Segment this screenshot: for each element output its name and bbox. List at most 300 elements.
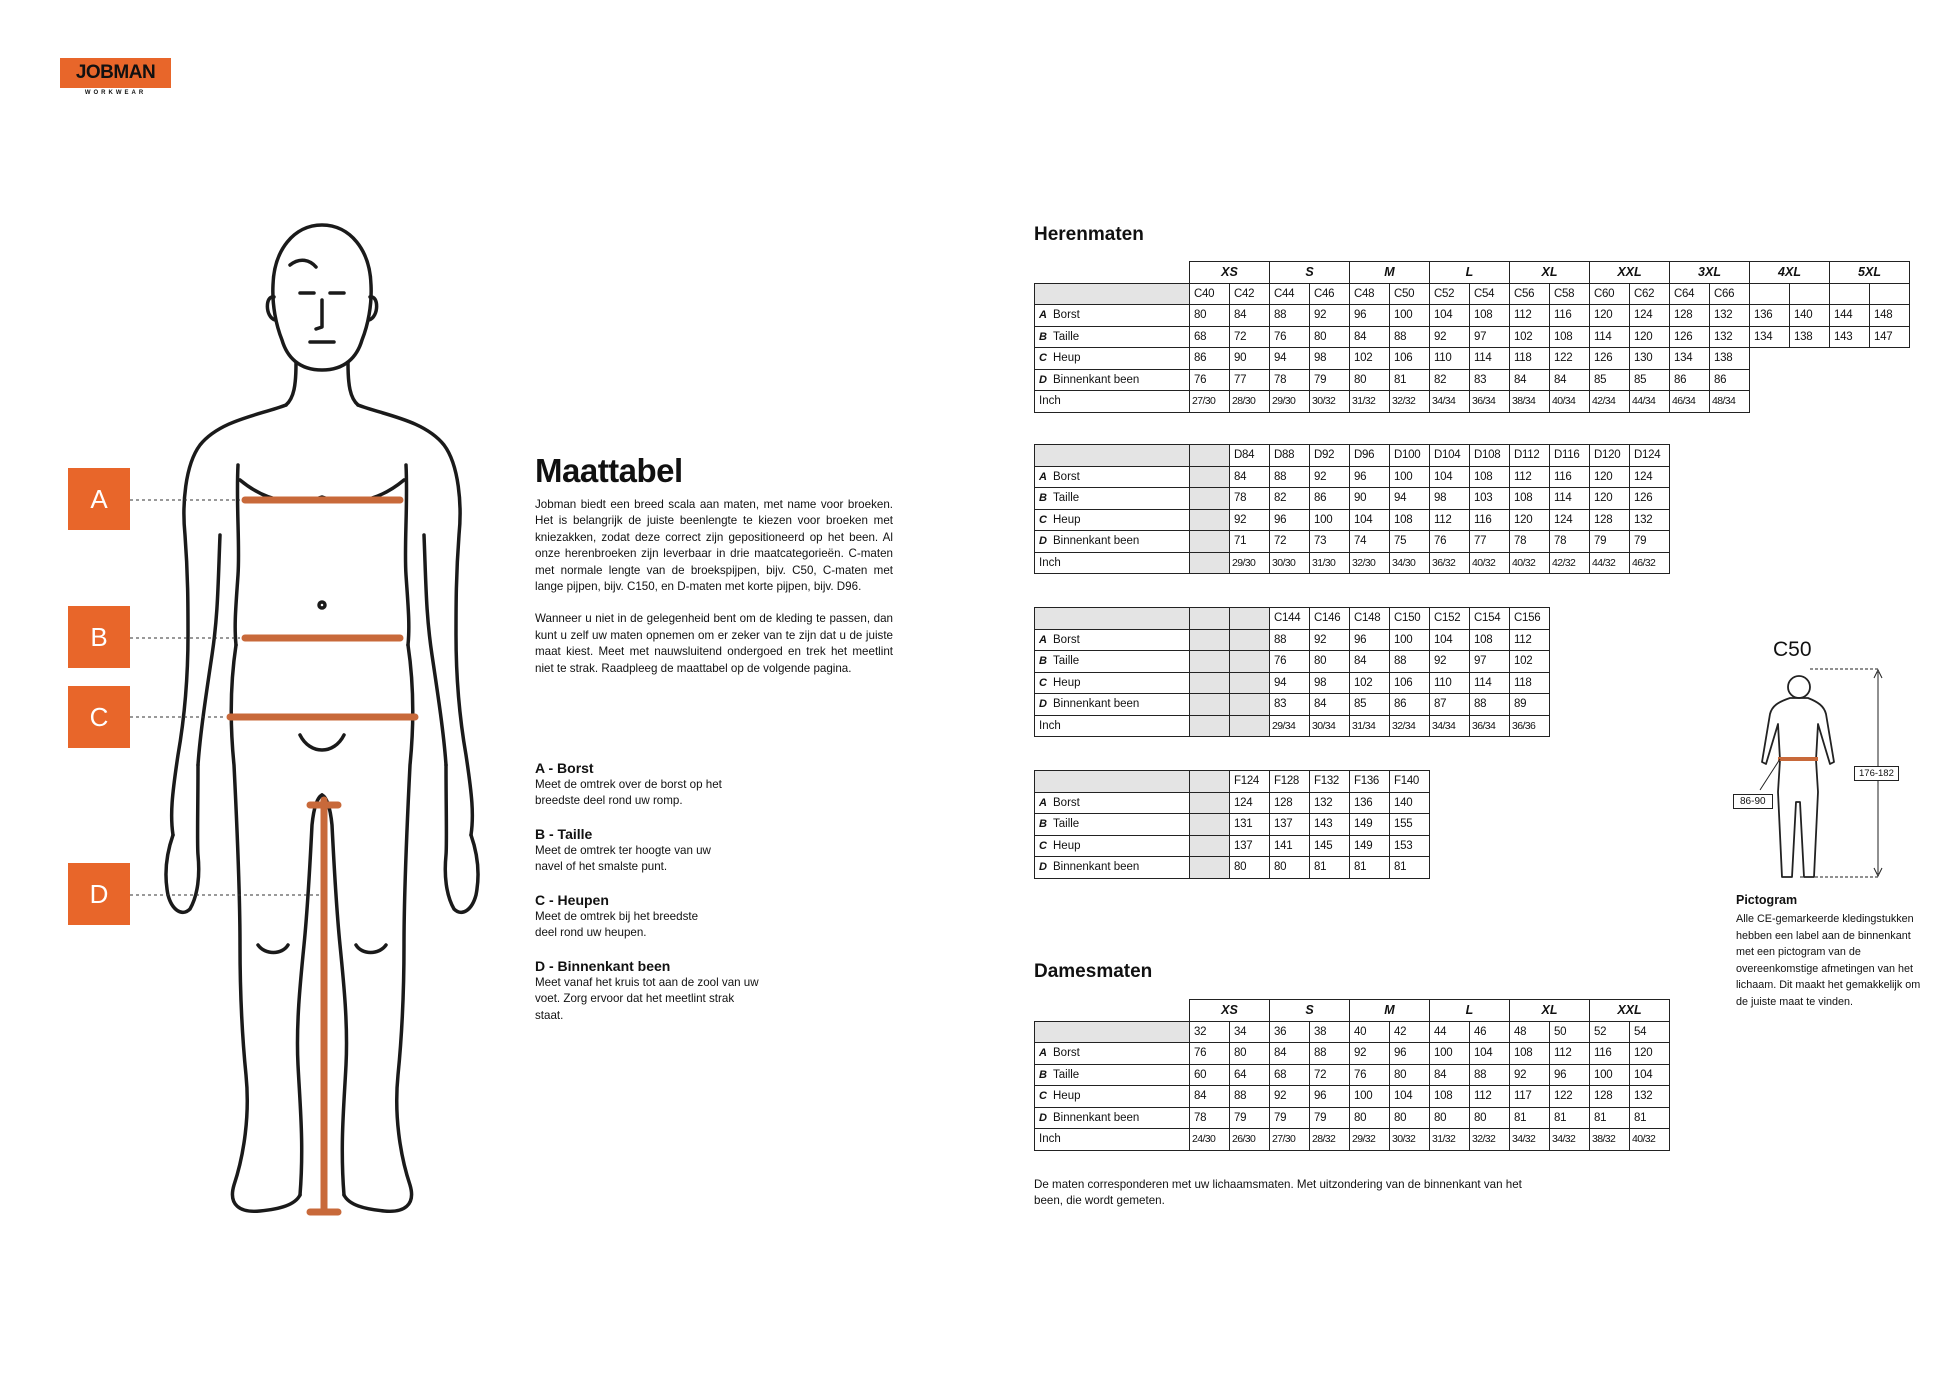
table-cell: 132	[1630, 509, 1670, 531]
table-cell-empty	[1190, 608, 1230, 630]
damesmaten-table	[1034, 999, 1670, 1151]
row-inch	[1035, 715, 1550, 737]
table-cell: 34/30	[1390, 552, 1430, 574]
row-letter: D	[1039, 698, 1047, 711]
table-cell: 116	[1590, 1043, 1630, 1065]
table-cell: 68	[1270, 1064, 1310, 1086]
table-cell-empty	[1190, 694, 1230, 716]
table-cell: F124	[1230, 771, 1270, 793]
table-cell: 79	[1310, 369, 1350, 391]
table-cell: 46/32	[1630, 552, 1670, 574]
table-cell: 82	[1270, 488, 1310, 510]
table-cell: 54	[1630, 1021, 1670, 1043]
label-a: A	[68, 468, 130, 530]
table-cell: 84	[1430, 1064, 1470, 1086]
label-b: B	[68, 606, 130, 668]
table-cell: 108	[1550, 326, 1590, 348]
row-letter: B	[1039, 655, 1047, 668]
intro-paragraph-1: Jobman biedt een breed scala aan maten, met name voor broeken. Het is belangrijk de juiste beenlengte te kiezen voor broeken met kniezakken, zodat deze correct zijn gepositioneerd op het been. Al onze herenbroeken zijn leverbaar in drie maatcategorieën. C-maten met normale lengte van de broekspijpen, bijv. C50, C-maten met lange pijpen, bijv. C150, en D-maten met korte pijpen, bijv. D96.	[535, 498, 893, 594]
size-code-row	[1035, 283, 1910, 305]
row-label: Taille	[1053, 655, 1080, 668]
size-code: C66	[1710, 283, 1750, 305]
row-taille	[1035, 488, 1670, 510]
table-cell: 29/32	[1350, 1129, 1390, 1151]
table-cell: 122	[1550, 1086, 1590, 1108]
table-cell: 81	[1510, 1107, 1550, 1129]
row-letter: A	[1039, 470, 1047, 483]
row-taille	[1035, 814, 1430, 836]
table-cell: 147	[1870, 326, 1910, 348]
table-cell-empty	[1230, 672, 1270, 694]
table-cell: 42/34	[1590, 391, 1630, 413]
table-cell: 120	[1590, 466, 1630, 488]
table-cell: XS	[1190, 1000, 1270, 1022]
row-heup	[1035, 1086, 1670, 1108]
table-cell-empty	[1035, 531, 1190, 553]
table-cell: 144	[1830, 305, 1870, 327]
row-borst	[1035, 1043, 1670, 1065]
table-cell: 32/30	[1350, 552, 1390, 574]
size-group-row	[1035, 1000, 1670, 1022]
row-letter: B	[1039, 1068, 1047, 1081]
row-heup	[1035, 835, 1430, 857]
table-cell: 76	[1270, 651, 1310, 673]
label-d: D	[68, 863, 130, 925]
table-cell: 72	[1310, 1064, 1350, 1086]
table-cell: 100	[1390, 305, 1430, 327]
table-cell: 75	[1390, 531, 1430, 553]
pictogram-illustration	[1730, 632, 1930, 892]
table-cell: 114	[1470, 348, 1510, 370]
table-cell: 89	[1510, 694, 1550, 716]
table-cell: 96	[1270, 509, 1310, 531]
table-cell: 104	[1430, 305, 1470, 327]
size-code: C44	[1270, 283, 1310, 305]
definition-text: Meet de omtrek ter hoogte van uw navel of het smalste punt.	[535, 844, 711, 874]
table-cell: Inch	[1035, 391, 1190, 413]
table-cell: 85	[1630, 369, 1670, 391]
row-letter: C	[1039, 839, 1047, 852]
table-cell: 92	[1310, 629, 1350, 651]
definition-heading: B - Taille	[535, 826, 593, 842]
table-cell: 104	[1430, 466, 1470, 488]
size-code: C40	[1190, 283, 1230, 305]
table-cell: 78	[1510, 531, 1550, 553]
table-cell-empty	[1035, 608, 1190, 630]
table-cell: 128	[1670, 305, 1710, 327]
table-cell-empty	[1035, 488, 1190, 510]
row-label: Heup	[1053, 1090, 1081, 1103]
table-cell: F132	[1310, 771, 1350, 793]
table-cell: 140	[1790, 305, 1830, 327]
table-cell: 84	[1230, 466, 1270, 488]
row-taille	[1035, 651, 1550, 673]
table-cell: 42	[1390, 1021, 1430, 1043]
table-cell: 38	[1310, 1021, 1350, 1043]
table-cell: 24/30	[1190, 1129, 1230, 1151]
table-cell-empty	[1035, 629, 1190, 651]
row-label: Binnenkant been	[1053, 1111, 1140, 1124]
row-taille	[1035, 1064, 1670, 1086]
table-cell: M	[1350, 1000, 1430, 1022]
row-letter: B	[1039, 818, 1047, 831]
table-cell: 149	[1350, 814, 1390, 836]
row-borst	[1035, 305, 1910, 327]
table-cell: 108	[1510, 1043, 1550, 1065]
table-cell: 36	[1270, 1021, 1310, 1043]
footnote: De maten corresponderen met uw lichaamsmaten. Met uitzondering van de binnenkant van het been, die wordt gemeten.	[1034, 1178, 1522, 1207]
table-cell: 34/34	[1430, 715, 1470, 737]
table-cell-empty	[1035, 1000, 1190, 1022]
table-cell: 80	[1430, 1107, 1470, 1129]
f-maten-table	[1034, 770, 1430, 879]
row-heup	[1035, 348, 1910, 370]
table-cell: 86	[1710, 369, 1750, 391]
definition-text: Meet de omtrek over de borst op het breedste deel rond uw romp.	[535, 778, 722, 808]
size-code: C62	[1630, 283, 1670, 305]
table-cell: 94	[1270, 672, 1310, 694]
size-group: XXL	[1590, 262, 1670, 284]
row-inch	[1035, 1129, 1670, 1151]
label-c: C	[68, 686, 130, 748]
table-cell-empty	[1190, 445, 1230, 467]
table-cell: 138	[1790, 326, 1830, 348]
row-label: Borst	[1053, 633, 1080, 646]
pictogram-size-label: C50	[1773, 638, 1812, 661]
row-label: Binnenkant been	[1053, 535, 1140, 548]
table-cell: 140	[1390, 792, 1430, 814]
table-cell: 120	[1590, 488, 1630, 510]
definition-heupen	[535, 892, 835, 942]
table-cell: 92	[1510, 1064, 1550, 1086]
table-cell: 81	[1630, 1107, 1670, 1129]
table-cell: 84	[1350, 651, 1390, 673]
row-borst	[1035, 792, 1430, 814]
table-cell: 81	[1310, 857, 1350, 879]
size-code-row	[1035, 445, 1670, 467]
table-cell: D84	[1230, 445, 1270, 467]
table-cell-empty	[1190, 488, 1230, 510]
table-cell: D112	[1510, 445, 1550, 467]
table-cell: 32	[1190, 1021, 1230, 1043]
table-cell: 104	[1630, 1064, 1670, 1086]
row-letter: D	[1039, 861, 1047, 874]
table-cell-empty	[1190, 814, 1230, 836]
table-cell: 88	[1270, 629, 1310, 651]
table-cell: 27/30	[1190, 391, 1230, 413]
intro-text	[535, 497, 893, 693]
table-cell-empty	[1830, 283, 1870, 305]
table-cell: 98	[1430, 488, 1470, 510]
jobman-logo	[60, 58, 171, 98]
table-cell: C156	[1510, 608, 1550, 630]
row-taille	[1035, 326, 1910, 348]
table-cell-empty	[1035, 792, 1190, 814]
row-label: Borst	[1053, 1047, 1080, 1060]
row-letter: D	[1039, 535, 1047, 548]
table-cell: 32/32	[1470, 1129, 1510, 1151]
table-cell: 112	[1510, 629, 1550, 651]
table-cell: 132	[1710, 326, 1750, 348]
table-cell: 85	[1590, 369, 1630, 391]
table-cell: 64	[1230, 1064, 1270, 1086]
table-cell: 50	[1550, 1021, 1590, 1043]
table-cell: 106	[1390, 348, 1430, 370]
row-letter: B	[1039, 330, 1047, 343]
table-cell: 118	[1510, 348, 1550, 370]
table-cell: 76	[1190, 369, 1230, 391]
table-cell: 30/32	[1310, 391, 1350, 413]
table-cell: 100	[1390, 466, 1430, 488]
row-letter: D	[1039, 1111, 1047, 1124]
table-cell: 81	[1350, 857, 1390, 879]
table-cell-empty	[1230, 629, 1270, 651]
table-cell: 92	[1270, 1086, 1310, 1108]
table-cell: C150	[1390, 608, 1430, 630]
table-cell: 38/34	[1510, 391, 1550, 413]
definition-heading: D - Binnenkant been	[535, 958, 671, 974]
table-cell: 80	[1390, 1064, 1430, 1086]
table-cell: 114	[1470, 672, 1510, 694]
table-cell: 48/34	[1710, 391, 1750, 413]
table-cell-empty	[1230, 608, 1270, 630]
table-cell: 124	[1550, 509, 1590, 531]
row-binnenkant-been	[1035, 531, 1670, 553]
table-cell: 120	[1510, 509, 1550, 531]
table-cell: 100	[1390, 629, 1430, 651]
table-cell: 32/32	[1390, 391, 1430, 413]
table-cell: 78	[1270, 369, 1310, 391]
table-cell: 108	[1470, 305, 1510, 327]
table-cell: 134	[1750, 326, 1790, 348]
table-cell: 143	[1830, 326, 1870, 348]
table-cell: 36/32	[1430, 552, 1470, 574]
table-cell: 128	[1270, 792, 1310, 814]
table-cell: 28/32	[1310, 1129, 1350, 1151]
table-cell: 86	[1310, 488, 1350, 510]
row-inch	[1035, 552, 1670, 574]
table-cell: 96	[1350, 466, 1390, 488]
table-cell: 96	[1390, 1043, 1430, 1065]
table-cell: 31/30	[1310, 552, 1350, 574]
table-cell-empty	[1035, 348, 1190, 370]
table-cell: 80	[1310, 326, 1350, 348]
size-code: C58	[1550, 283, 1590, 305]
table-cell: D88	[1270, 445, 1310, 467]
table-cell: 143	[1310, 814, 1350, 836]
row-label: Heup	[1053, 839, 1081, 852]
table-cell: 34	[1230, 1021, 1270, 1043]
table-cell: 112	[1550, 1043, 1590, 1065]
table-cell: XXL	[1590, 1000, 1670, 1022]
table-cell: 31/34	[1350, 715, 1390, 737]
row-label: Heup	[1053, 676, 1081, 689]
table-cell: 78	[1230, 488, 1270, 510]
table-cell: 78	[1190, 1107, 1230, 1129]
size-group: XS	[1190, 262, 1270, 284]
row-letter: C	[1039, 513, 1047, 526]
table-cell: 80	[1230, 1043, 1270, 1065]
table-cell: 94	[1390, 488, 1430, 510]
table-cell: 96	[1310, 1086, 1350, 1108]
table-cell: 104	[1430, 629, 1470, 651]
row-heup	[1035, 672, 1550, 694]
table-cell: Inch	[1035, 552, 1190, 574]
definition-taille	[535, 826, 835, 876]
table-cell: 80	[1270, 857, 1310, 879]
table-cell: 155	[1390, 814, 1430, 836]
table-cell: 72	[1230, 326, 1270, 348]
table-cell-empty	[1035, 672, 1190, 694]
table-cell: 73	[1310, 531, 1350, 553]
table-cell: 30/30	[1270, 552, 1310, 574]
table-cell-empty	[1750, 369, 1910, 391]
pictogram-figure-icon	[1730, 632, 1930, 892]
table-cell: 84	[1510, 369, 1550, 391]
table-cell: 86	[1670, 369, 1710, 391]
table-cell: 79	[1270, 1107, 1310, 1129]
size-group: XL	[1510, 262, 1590, 284]
table-cell: 108	[1390, 509, 1430, 531]
table-cell: D92	[1310, 445, 1350, 467]
table-cell-empty	[1035, 262, 1190, 284]
table-cell: 34/32	[1550, 1129, 1590, 1151]
table-cell: 116	[1470, 509, 1510, 531]
table-cell-empty	[1035, 445, 1190, 467]
table-cell: 126	[1670, 326, 1710, 348]
table-cell: 36/34	[1470, 391, 1510, 413]
table-cell-empty	[1190, 466, 1230, 488]
table-cell: 122	[1550, 348, 1590, 370]
table-cell: 83	[1470, 369, 1510, 391]
table-cell: 92	[1310, 466, 1350, 488]
table-cell: 90	[1230, 348, 1270, 370]
table-cell: 92	[1310, 305, 1350, 327]
table-cell: 106	[1390, 672, 1430, 694]
table-cell: 112	[1430, 509, 1470, 531]
row-letter: A	[1039, 633, 1047, 646]
table-cell: 120	[1630, 1043, 1670, 1065]
definition-text: Meet de omtrek bij het breedste deel rond uw heupen.	[535, 910, 699, 940]
table-cell: Inch	[1035, 1129, 1190, 1151]
table-cell: 84	[1270, 1043, 1310, 1065]
d-maten-table	[1034, 444, 1670, 574]
table-cell: 80	[1350, 1107, 1390, 1129]
table-cell: 77	[1230, 369, 1270, 391]
table-cell: 88	[1390, 326, 1430, 348]
table-cell: C148	[1350, 608, 1390, 630]
table-cell: 128	[1590, 1086, 1630, 1108]
table-cell-empty	[1190, 672, 1230, 694]
table-cell: 110	[1430, 348, 1470, 370]
table-cell-empty	[1870, 283, 1910, 305]
table-cell: 145	[1310, 835, 1350, 857]
table-cell: 97	[1470, 326, 1510, 348]
table-cell: 100	[1430, 1043, 1470, 1065]
table-cell: 96	[1550, 1064, 1590, 1086]
table-cell: 40/32	[1630, 1129, 1670, 1151]
table-cell: 44/34	[1630, 391, 1670, 413]
table-cell: 79	[1630, 531, 1670, 553]
table-cell: Inch	[1035, 715, 1190, 737]
table-cell: 88	[1470, 694, 1510, 716]
table-cell: 90	[1350, 488, 1390, 510]
table-cell: 108	[1510, 488, 1550, 510]
size-code: C48	[1350, 283, 1390, 305]
table-cell: 120	[1590, 305, 1630, 327]
table-cell: 128	[1590, 509, 1630, 531]
page-title: Maattabel	[535, 452, 683, 489]
table-cell: XL	[1510, 1000, 1590, 1022]
row-label: Binnenkant been	[1053, 373, 1140, 386]
table-cell: 32/34	[1390, 715, 1430, 737]
size-code: C56	[1510, 283, 1550, 305]
table-cell-empty	[1035, 1086, 1190, 1108]
body-figure	[60, 205, 480, 1240]
table-cell: 76	[1190, 1043, 1230, 1065]
table-cell: 44/32	[1590, 552, 1630, 574]
table-cell: 80	[1230, 857, 1270, 879]
table-cell: 108	[1470, 629, 1510, 651]
table-cell: 110	[1430, 672, 1470, 694]
table-cell: 98	[1310, 348, 1350, 370]
table-cell: 98	[1310, 672, 1350, 694]
table-cell: 92	[1350, 1043, 1390, 1065]
table-cell: 84	[1230, 305, 1270, 327]
table-cell: 79	[1230, 1107, 1270, 1129]
size-group: S	[1270, 262, 1350, 284]
table-cell: C154	[1470, 608, 1510, 630]
table-cell: 137	[1230, 835, 1270, 857]
logo-sub: WORKWEAR	[84, 90, 147, 96]
row-label: Taille	[1053, 330, 1080, 343]
intro-paragraph-2: Wanneer u niet in de gelegenheid bent om de kleding te passen, dan kunt u zelf uw maten opnemen om er zeker van te zijn dat u de juiste maat kiest. Meet met nauwsluitend ondergoed en trek het meetlint niet te strak. Raadpleeg de maattabel op de volgende pagina.	[535, 612, 893, 675]
table-cell: 132	[1710, 305, 1750, 327]
table-cell: 136	[1750, 305, 1790, 327]
c-long-maten-table	[1034, 607, 1550, 737]
definition-borst	[535, 760, 835, 810]
table-cell: 36/36	[1510, 715, 1550, 737]
table-cell-empty	[1190, 715, 1230, 737]
row-label: Binnenkant been	[1053, 698, 1140, 711]
table-cell: 102	[1350, 672, 1390, 694]
damesmaten-title: Damesmaten	[1034, 961, 1153, 982]
table-cell: 29/30	[1270, 391, 1310, 413]
size-code: C64	[1670, 283, 1710, 305]
table-cell: 104	[1350, 509, 1390, 531]
table-cell: 60	[1190, 1064, 1230, 1086]
table-cell: 149	[1350, 835, 1390, 857]
row-label: Heup	[1053, 513, 1081, 526]
table-cell: C146	[1310, 608, 1350, 630]
row-letter: C	[1039, 676, 1047, 689]
table-cell: 68	[1190, 326, 1230, 348]
table-cell: 94	[1270, 348, 1310, 370]
table-cell: 27/30	[1270, 1129, 1310, 1151]
table-cell-empty	[1190, 531, 1230, 553]
table-cell: 84	[1350, 326, 1390, 348]
row-letter: A	[1039, 309, 1047, 322]
row-binnenkant-been	[1035, 857, 1430, 879]
table-cell: 44	[1430, 1021, 1470, 1043]
table-cell: D100	[1390, 445, 1430, 467]
table-cell: 114	[1550, 488, 1590, 510]
table-cell: 102	[1510, 326, 1550, 348]
table-cell-empty	[1035, 305, 1190, 327]
table-cell-empty	[1035, 1021, 1190, 1043]
table-cell: 46	[1470, 1021, 1510, 1043]
logo-brand: JOBMAN	[60, 58, 171, 88]
